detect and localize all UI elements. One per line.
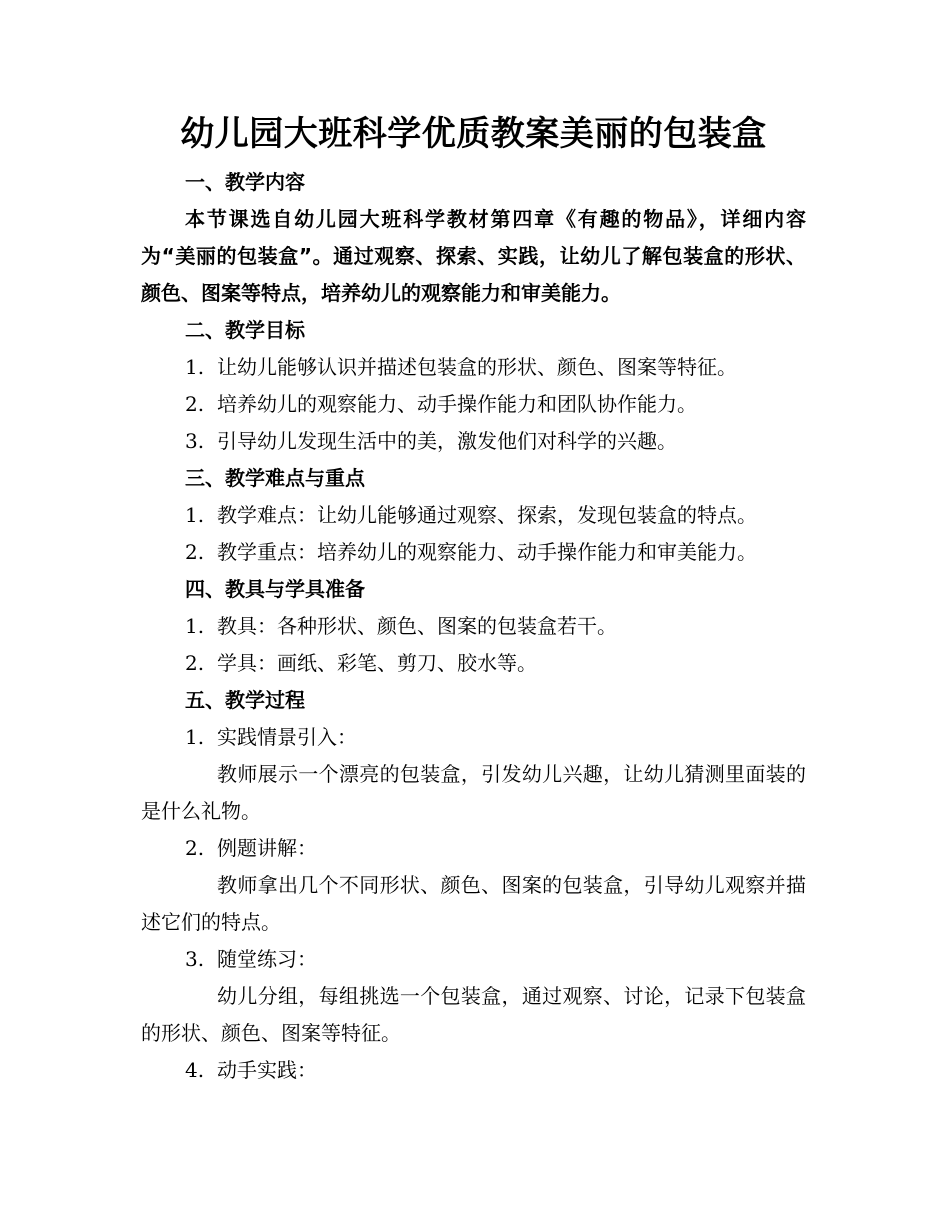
list-item-text: 培养幼儿的观察能力、动手操作能力和团队协作能力。 (217, 392, 697, 416)
section-difficulties-and-key-points (141, 460, 806, 571)
list-item (141, 497, 806, 534)
step-label (141, 1052, 806, 1089)
section-heading: 二、教学目标 (185, 318, 305, 342)
list-item-text: 让幼儿能够认识并描述包装盒的形状、颜色、图案等特征。 (217, 355, 737, 379)
list-item-number: 1. (185, 614, 205, 638)
document-title: 幼儿园大班科学优质教案美丽的包装盒 (180, 114, 767, 154)
step-description: 幼儿分组，每组挑选一个包装盒，通过观察、讨论，记录下包装盒的形状、颜色、图案等特征。 (141, 984, 806, 1045)
section-teaching-content (141, 164, 806, 312)
step-label-text: 随堂练习： (217, 947, 317, 971)
section-heading: 一、教学内容 (185, 170, 305, 194)
step-label (141, 830, 806, 867)
section-heading: 五、教学过程 (185, 688, 305, 712)
list-item-number: 2. (185, 540, 205, 564)
step-label-text: 例题讲解： (217, 836, 317, 860)
step-description: 教师拿出几个不同形状、颜色、图案的包装盒，引导幼儿观察并描述它们的特点。 (141, 873, 806, 934)
list-item-number: 2. (185, 392, 205, 416)
list-item (141, 645, 806, 682)
step-description: 教师展示一个漂亮的包装盒，引发幼儿兴趣，让幼儿猜测里面装的是什么礼物。 (141, 762, 806, 823)
list-item-number: 3. (185, 429, 205, 453)
list-item-number: 1. (185, 503, 205, 527)
step-number: 3. (185, 947, 205, 971)
list-item-text: 教具：各种形状、颜色、图案的包装盒若干。 (217, 614, 617, 638)
document-page (141, 108, 806, 1089)
list-item (141, 534, 806, 571)
section-teaching-aids (141, 571, 806, 682)
step-number: 4. (185, 1058, 205, 1082)
list-item (141, 386, 806, 423)
list-item-text: 教学重点：培养幼儿的观察能力、动手操作能力和审美能力。 (217, 540, 757, 564)
list-item-text: 引导幼儿发现生活中的美，激发他们对科学的兴趣。 (217, 429, 677, 453)
section-teaching-goals (141, 312, 806, 460)
list-item (141, 349, 806, 386)
list-item (141, 423, 806, 460)
step-label-text: 实践情景引入： (217, 725, 357, 749)
section-paragraph: 本节课选自幼儿园大班科学教材第四章《有趣的物品》，详细内容为“美丽的包装盒”。通过观察、探索、实践，让幼儿了解包装盒的形状、颜色、图案等特点，培养幼儿的观察能力和审美能力。 (141, 207, 806, 305)
section-heading: 三、教学难点与重点 (185, 466, 365, 490)
step-label (141, 719, 806, 756)
list-item-number: 1. (185, 355, 205, 379)
step-label-text: 动手实践： (217, 1058, 317, 1082)
list-item-text: 教学难点：让幼儿能够通过观察、探索，发现包装盒的特点。 (217, 503, 757, 527)
step-number: 2. (185, 836, 205, 860)
step-label (141, 941, 806, 978)
list-item (141, 608, 806, 645)
step-number: 1. (185, 725, 205, 749)
list-item-text: 学具：画纸、彩笔、剪刀、胶水等。 (217, 651, 537, 675)
list-item-number: 2. (185, 651, 205, 675)
section-heading: 四、教具与学具准备 (185, 577, 365, 601)
section-teaching-process (141, 682, 806, 1089)
